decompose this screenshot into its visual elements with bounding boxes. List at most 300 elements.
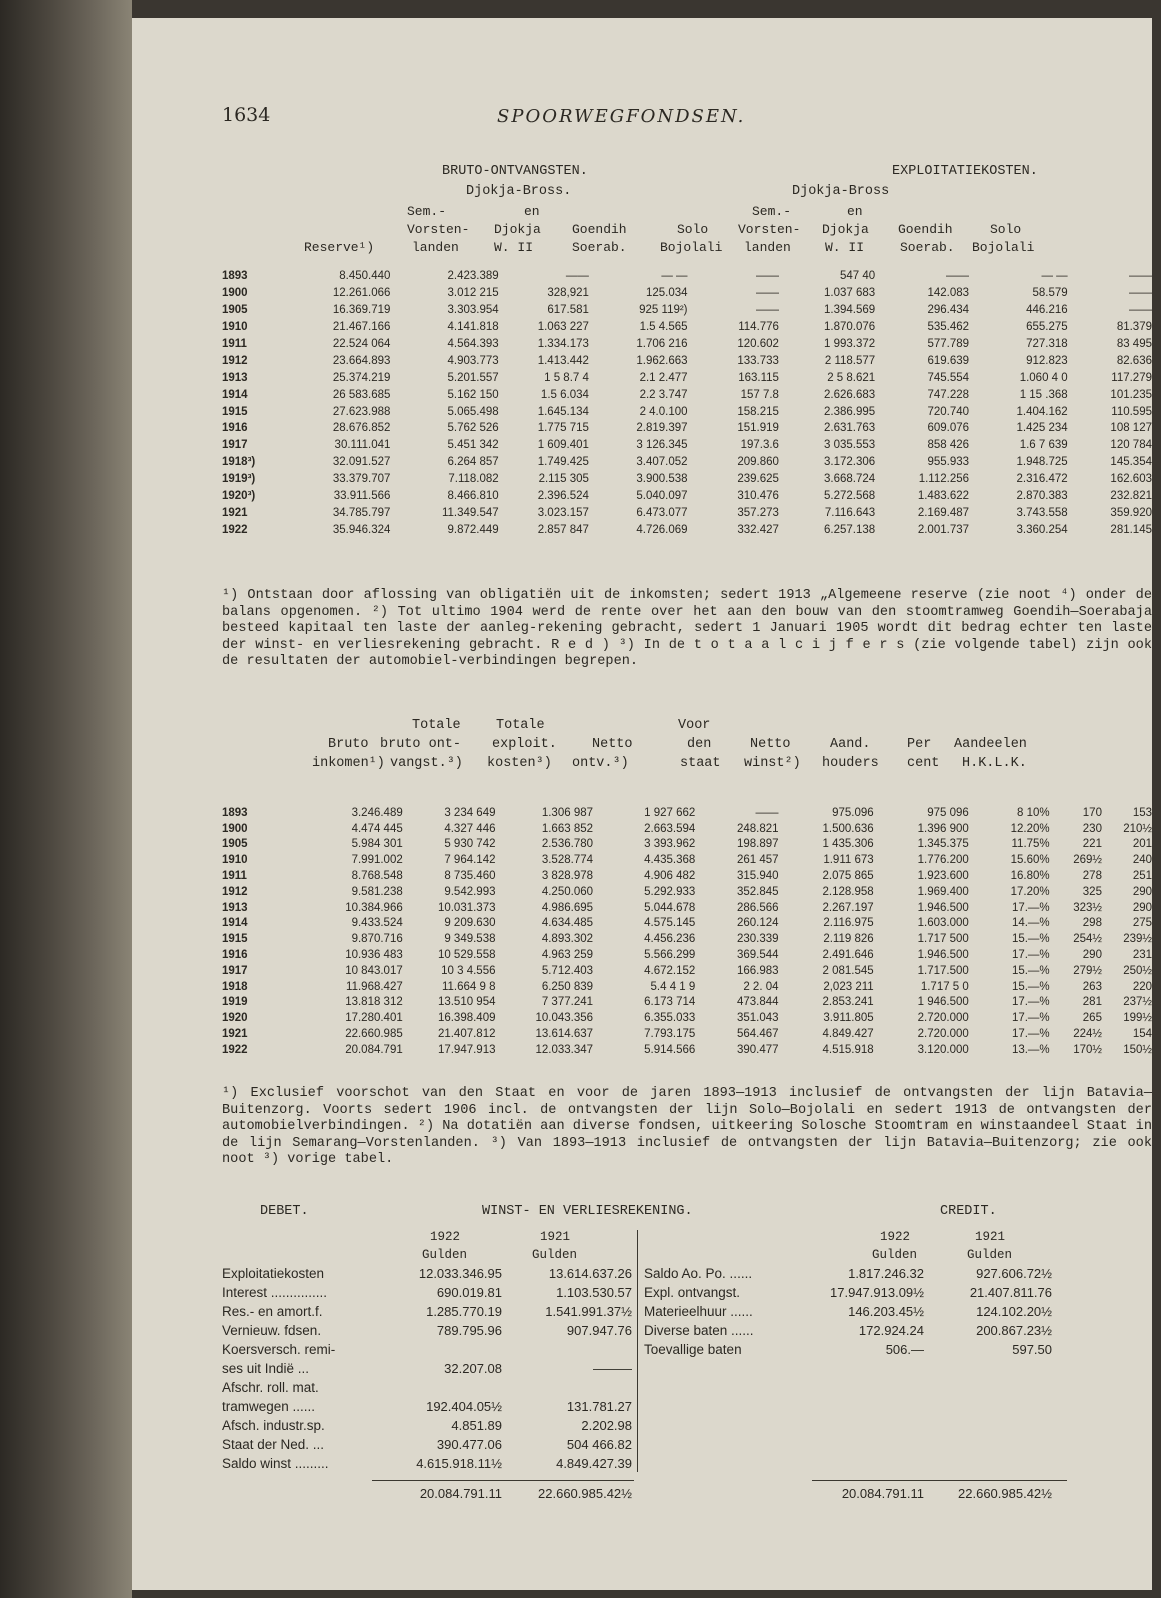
table-cell: 1.063 227	[537, 321, 589, 334]
table-cell: 1.717 5 0	[920, 980, 969, 993]
table-cell: 197.3.6	[740, 439, 779, 452]
table-cell: 535.462	[927, 321, 970, 334]
row-year: 1912	[222, 354, 248, 367]
table-cell: 1.5 4.565	[639, 321, 688, 334]
table-cell: 2.386.995	[824, 405, 876, 418]
table-cell: 4.906 482	[644, 870, 696, 883]
table-cell: 209.860	[737, 456, 779, 469]
table-cell: 1.962.663	[636, 354, 688, 367]
table-cell: 2,023 211	[823, 980, 874, 993]
col-e-djokja-l3: W. II	[825, 240, 865, 255]
col-e-vorsten-l1: Sem.-	[752, 204, 792, 219]
table-cell: 117.279	[1111, 371, 1152, 384]
table-cell: 10.936 483	[345, 949, 403, 962]
table-cell: 5.984 301	[351, 838, 403, 851]
table-cell: 1.396 900	[917, 822, 969, 835]
table-cell: 8.466.810	[447, 490, 499, 503]
credit-year-b: 1921	[975, 1230, 1006, 1244]
table-cell: 5.272.568	[824, 490, 876, 503]
table-cell: 1.749.425	[537, 456, 589, 469]
debit-total-b: 22.660.985.42½	[538, 1486, 632, 1501]
table-cell: 564.467	[736, 1028, 779, 1041]
table-cell: 290	[1082, 949, 1102, 962]
col2-totale-ont-l1: Totale	[412, 718, 461, 733]
table-cell: 120 784	[1110, 439, 1152, 452]
table-cell: 2.119 826	[823, 933, 874, 946]
debit-unit-a: Gulden	[422, 1248, 468, 1262]
table-cell: 20.084.791	[345, 1043, 403, 1056]
table-cell: 230	[1082, 822, 1102, 835]
table-cell: 239.625	[737, 473, 779, 486]
debit-value-1922: 1.285.770.19	[426, 1304, 502, 1319]
col-reserve: Reserve¹)	[304, 240, 375, 255]
table-cell: 3.407.052	[636, 456, 688, 469]
debit-label: Koersversch. remi-	[222, 1342, 336, 1357]
debit-label: Saldo winst .........	[222, 1456, 329, 1471]
table-cell: 8 735.460	[444, 870, 496, 883]
table-cell: 13.614.637	[535, 1028, 594, 1041]
account-center-rule	[637, 1230, 638, 1472]
table-cell: 1 435.306	[822, 838, 874, 851]
table-cell: 6.250 839	[541, 980, 594, 993]
table-cell: 250½	[1123, 964, 1152, 977]
debit-label: Afschr. roll. mat.	[222, 1380, 319, 1395]
table-row	[222, 1010, 1152, 1026]
table-cell: 325	[1082, 885, 1102, 898]
table-cell: 260.124	[736, 917, 779, 930]
table-cell: 1.413.442	[537, 354, 589, 367]
table-cell: 4.327 446	[444, 822, 496, 835]
table-cell: 298	[1082, 917, 1102, 930]
table-row	[222, 488, 1152, 505]
table-cell: 5.4 4 1 9	[650, 980, 696, 993]
table-cell: 5.044.678	[644, 901, 696, 914]
table-cell: 8.450.440	[339, 270, 391, 283]
debit-value-1921: 131.781.27	[566, 1399, 632, 1414]
table-cell: ——	[1129, 287, 1152, 300]
debit-value-1922: 690.019.81	[436, 1285, 502, 1300]
table-cell: 1 15 .368	[1019, 388, 1068, 401]
table-cell: 720.740	[927, 405, 970, 418]
table-cell: 23.664.893	[332, 354, 391, 367]
table-cell: 3 393.962	[644, 838, 696, 851]
table-cell: 473.844	[736, 996, 779, 1009]
col2-bruto-l1: Bruto	[328, 737, 369, 752]
debit-value-1922: 4.615.918.11½	[416, 1456, 502, 1471]
table-cell: 2.819.397	[636, 422, 688, 435]
table-cell: 239½	[1123, 933, 1152, 946]
col-b-djokja-l1: en	[524, 204, 540, 219]
table-cell: 2.720.000	[917, 1028, 969, 1041]
table-cell: 150½	[1123, 1043, 1152, 1056]
table-cell: 1.334.173	[537, 338, 589, 350]
table-cell: 1.037 683	[824, 287, 876, 300]
table-cell: 4.141.818	[447, 321, 499, 334]
col-b-vorsten-l3: landen	[412, 240, 459, 255]
table-cell: 2.267.197	[822, 901, 874, 914]
table-cell: 1.306 987	[541, 806, 594, 819]
row-year: 1917	[222, 439, 248, 452]
row-year: 1918	[222, 980, 248, 993]
credit-value-1922: 146.203.45½	[848, 1304, 924, 1319]
table-cell: 9.872.449	[447, 523, 499, 536]
col-e-vorsten-l3: landen	[744, 240, 791, 255]
table-cell: 6.257.138	[824, 523, 876, 536]
table-cell: 15.60%	[1010, 854, 1050, 867]
credit-label: Expl. ontvangst.	[644, 1285, 741, 1300]
debit-value-1922: 390.477.06	[436, 1437, 502, 1452]
table-cell: 4.672.152	[644, 964, 696, 977]
table-cell: 975.096	[832, 806, 874, 819]
table-cell: 9 349.538	[444, 933, 496, 946]
table-cell: 17.20%	[1010, 885, 1050, 898]
table-cell: 446.216	[1026, 304, 1068, 317]
table-cell: 328,921	[547, 287, 589, 300]
table-cell: 16.369.719	[332, 304, 391, 317]
debit-label: Interest ...............	[222, 1285, 328, 1300]
table-cell: 3 828.978	[541, 870, 594, 883]
table-cell: 170	[1082, 806, 1102, 819]
table-cell: 609.076	[927, 422, 970, 435]
table-cell: 248.821	[736, 822, 779, 835]
col2-totale-expl-l1: Totale	[496, 718, 545, 733]
table-cell: 82.636	[1116, 354, 1152, 367]
table-row	[222, 821, 1152, 837]
table-cell: 359.920	[1110, 506, 1152, 519]
table-cell: 7.793.175	[644, 1028, 696, 1041]
credit-label: Materieelhuur ......	[644, 1304, 753, 1319]
table-cell: 279½	[1073, 964, 1102, 977]
account-debet: DEBET.	[260, 1204, 309, 1219]
table-cell: 22.660.985	[345, 1028, 403, 1041]
table-cell: 2.001.737	[917, 523, 970, 536]
credit-total-b: 22.660.985.42½	[958, 1486, 1052, 1501]
table-cell: 1.483.622	[917, 490, 970, 503]
table-row	[222, 884, 1152, 900]
credit-value-1922: 506.—	[885, 1342, 924, 1357]
table-cell: 108 127	[1110, 422, 1152, 435]
col2-hkl-l2: H.K.L.K.	[962, 756, 1027, 771]
col-b-goendih-l2: Soerab.	[572, 240, 627, 255]
table-cell: 34.785.797	[332, 506, 391, 519]
table-cell: 7.118.082	[448, 473, 499, 486]
col2-hkl-l1: Aandeelen	[954, 737, 1027, 752]
table-cell: 2 118.577	[824, 354, 876, 367]
table-cell: 310.476	[737, 490, 779, 503]
table-cell: 17.—%	[1011, 949, 1050, 962]
group-exploit: EXPLOITATIEKOSTEN.	[892, 164, 1038, 179]
table-cell: ——	[946, 270, 970, 283]
table-cell: 547 40	[840, 270, 876, 283]
col2-netto-l1: Netto	[592, 737, 633, 752]
table-cell: 224½	[1073, 1028, 1102, 1041]
col2-aand-l1: Aand.	[830, 737, 871, 752]
table-cell: 2.075 865	[822, 870, 874, 883]
col2-winst-l1: Netto	[750, 737, 791, 752]
table-row	[222, 1026, 1152, 1042]
table-cell: ——	[1129, 270, 1152, 283]
debit-total-rule	[372, 1480, 634, 1481]
table-cell: 7.116.643	[824, 506, 876, 519]
table-cell: 1.394.569	[824, 304, 876, 317]
table-cell: 323½	[1073, 901, 1102, 914]
table-cell: 7 377.241	[541, 996, 594, 1009]
table-row	[222, 369, 1152, 386]
table-cell: 1.645.134	[537, 405, 589, 418]
table-cell: 5.451 342	[447, 439, 499, 452]
table-row	[222, 437, 1152, 454]
table-cell: 125.034	[645, 287, 688, 300]
table-cell: 4.575.145	[644, 917, 696, 930]
row-year: 1913	[222, 371, 248, 384]
table-cell: 1.969.400	[917, 885, 969, 898]
table-cell: 4.726.069	[636, 523, 688, 536]
table-row	[222, 403, 1152, 420]
table-row	[222, 268, 1152, 285]
table-cell: 17.—%	[1011, 1012, 1050, 1025]
table-cell: 5.762 526	[447, 422, 499, 435]
table-cell: 110.595	[1111, 405, 1152, 418]
table-cell: 22.524 064	[332, 338, 391, 350]
table-cell: 153	[1132, 806, 1152, 819]
table-cell: 1.946.500	[917, 901, 969, 914]
running-title: SPOORWEGFONDSEN.	[497, 106, 746, 127]
table-cell: 6.473.077	[636, 506, 688, 519]
table-cell: 1.706 216	[636, 338, 688, 350]
table-cell: 33.379.707	[332, 473, 391, 486]
table-cell: 157 7.8	[740, 388, 779, 401]
table-cell: 1.6 7 639	[1019, 439, 1068, 452]
table-cell: 133.733	[737, 354, 779, 367]
table-cell: ——	[755, 806, 779, 819]
row-year: 1920	[222, 1012, 248, 1025]
credit-label: Toevallige baten	[644, 1342, 742, 1357]
table-cell: 281	[1082, 996, 1102, 1009]
row-year: 1919³)	[222, 473, 256, 486]
row-year: 1913	[222, 901, 248, 914]
col2-aand-l2: houders	[822, 756, 879, 771]
table-cell: 201	[1132, 838, 1152, 851]
table-cell: 10 3 4.556	[441, 964, 496, 977]
table-cell: 2.116.975	[823, 917, 874, 930]
debit-label: Exploitatiekosten	[222, 1266, 325, 1281]
group-bruto: BRUTO-ONTVANGSTEN.	[442, 164, 588, 179]
row-year: 1914	[222, 917, 248, 930]
table-cell: 2.870.383	[1016, 490, 1068, 503]
row-year: 1915	[222, 933, 248, 946]
table-cell: 11.664 9 8	[441, 980, 496, 993]
table-cell: 198.897	[736, 838, 779, 851]
col2-totale-ont-l3: vangst.³)	[390, 756, 463, 771]
col2-winst-l2: winst²)	[744, 756, 801, 771]
debit-value-1921: 907.947.76	[566, 1323, 632, 1338]
table-cell: 12.033.347	[535, 1043, 594, 1056]
table-row	[222, 931, 1152, 947]
table-cell: 120.602	[737, 338, 779, 350]
table-cell: 8 10%	[1017, 806, 1050, 819]
row-year: 1905	[222, 304, 248, 317]
table-cell: 4.250.060	[541, 885, 594, 898]
table-cell: 10 843.017	[345, 964, 403, 977]
debit-year-b: 1921	[540, 1230, 571, 1244]
table-cell: — —	[1041, 270, 1068, 283]
table-cell: 727.318	[1026, 338, 1068, 350]
debit-label: Vernieuw. fdsen.	[222, 1323, 322, 1338]
account-credit: CREDIT.	[940, 1204, 997, 1219]
table-cell: 747.228	[927, 388, 970, 401]
col-e-goendih-l2: Soerab.	[900, 240, 955, 255]
table-cell: 4.893.302	[541, 933, 594, 946]
table-cell: 1 609.401	[537, 439, 589, 452]
col-b-vorsten-l2: Vorsten-	[407, 222, 470, 237]
table-cell: 158.215	[737, 405, 779, 418]
table-cell: ——	[1129, 304, 1152, 317]
table-cell: 6.173 714	[644, 996, 696, 1009]
debit-label: Afsch. industr.sp.	[222, 1418, 325, 1433]
table-cell: — —	[661, 270, 688, 283]
col-b-vorsten-l1: Sem.-	[407, 204, 447, 219]
col-e-solo-l2: Bojolali	[972, 240, 1035, 255]
table-cell: 4.564.393	[447, 338, 499, 350]
table-cell: 16.80%	[1010, 870, 1050, 883]
table-cell: 199½	[1123, 1012, 1152, 1025]
row-year: 1912	[222, 885, 248, 898]
col2-totale-expl-l3: kosten³)	[487, 756, 552, 771]
table-cell: 3.743.558	[1016, 506, 1068, 519]
table-row	[222, 979, 1152, 995]
table-cell: 745.554	[927, 371, 970, 384]
table-cell: ——	[755, 287, 779, 300]
table-row	[222, 521, 1152, 538]
table-cell: 1.948.725	[1016, 456, 1068, 469]
row-year: 1919	[222, 996, 248, 1009]
col-b-solo-l2: Bojolali	[660, 240, 723, 255]
table-cell: ——	[755, 304, 779, 317]
table-cell: 12.261.066	[332, 287, 391, 300]
col2-netto-l2: ontv.³)	[572, 756, 629, 771]
table-cell: 4.474 445	[351, 822, 403, 835]
row-year: 1893	[222, 806, 248, 819]
col-e-solo-l1: Solo	[990, 222, 1022, 237]
table-cell: 296.434	[927, 304, 970, 317]
table-cell: 9.870.716	[351, 933, 403, 946]
debit-year-a: 1922	[430, 1230, 461, 1244]
row-year: 1916	[222, 949, 248, 962]
table-cell: 5.040.097	[636, 490, 688, 503]
table-cell: 10.043.356	[535, 1012, 594, 1025]
table-cell: 269½	[1073, 854, 1102, 867]
table-cell: 1.060 4 0	[1019, 371, 1068, 384]
table-cell: 7.991.002	[351, 854, 403, 867]
debit-label: tramwegen ......	[222, 1399, 316, 1414]
table-cell: 275	[1132, 917, 1152, 930]
table-cell: 1.112.256	[918, 473, 970, 486]
table-row	[222, 916, 1152, 932]
row-year: 1911	[222, 870, 247, 883]
col-e-djokja-l1: en	[847, 204, 863, 219]
table-cell: 265	[1082, 1012, 1102, 1025]
table-cell: 352.845	[736, 885, 779, 898]
debit-label: Staat der Ned. ...	[222, 1437, 325, 1452]
debit-value-1922: 32.207.08	[444, 1361, 502, 1376]
col2-staat-l2: den	[687, 737, 712, 752]
table-cell: 170½	[1073, 1043, 1102, 1056]
table-cell: 25.374.219	[332, 371, 391, 384]
table-cell: 13.818 312	[345, 996, 403, 1009]
credit-total-rule	[812, 1480, 1067, 1481]
table-cell: 231	[1132, 949, 1152, 962]
table-cell: 10.384.966	[345, 901, 403, 914]
table-cell: 1.425 234	[1016, 422, 1068, 435]
table-cell: 1.717.500	[917, 964, 969, 977]
row-year: 1917	[222, 964, 248, 977]
table-cell: 4.435.368	[644, 854, 696, 867]
credit-label: Saldo Ao. Po. ......	[644, 1266, 753, 1281]
table-cell: 220	[1132, 980, 1152, 993]
table-cell: 3.303.954	[447, 304, 499, 317]
table-cell: 263	[1082, 980, 1102, 993]
table-cell: 21.467.166	[332, 321, 391, 334]
table-cell: 2.720.000	[917, 1012, 969, 1025]
table-cell: 5.162 150	[447, 388, 499, 401]
table-row	[222, 471, 1152, 488]
table-cell: 9 209.630	[444, 917, 496, 930]
table-row	[222, 319, 1152, 336]
book-spine	[0, 0, 132, 1598]
table-cell: 26 583.685	[332, 388, 391, 401]
col2-cent-l1: Per	[907, 737, 932, 752]
table-cell: 619.639	[927, 354, 970, 367]
row-year: 1905	[222, 838, 248, 851]
table-cell: 5.914.566	[644, 1043, 696, 1056]
col-b-solo-l1: Solo	[677, 222, 709, 237]
table-cell: 10.031.373	[437, 901, 496, 914]
table-row	[222, 1042, 1152, 1058]
table-cell: 251	[1132, 870, 1152, 883]
table-cell: 163.115	[738, 371, 779, 384]
row-year: 1916	[222, 422, 248, 435]
table-cell: 3.360.254	[1016, 523, 1068, 536]
table-cell: 1 5 8.7 4	[544, 371, 589, 384]
table-cell: 1.404.162	[1016, 405, 1068, 418]
debit-value-1921: 504 466.82	[566, 1437, 632, 1452]
table-cell: 3 035.553	[824, 439, 876, 452]
debit-value-1921: 1.541.991.37½	[545, 1304, 632, 1319]
credit-value-1921: 124.102.20½	[976, 1304, 1052, 1319]
table-cell: 2.491.646	[822, 949, 874, 962]
col-e-goendih-l1: Goendih	[898, 222, 953, 237]
djokja-bross-exploit: Djokja-Bross	[792, 184, 890, 199]
table-cell: 237½	[1123, 996, 1152, 1009]
table-cell: 15.—%	[1011, 964, 1050, 977]
col-b-goendih-l1: Goendih	[572, 222, 627, 237]
table-row	[222, 805, 1152, 821]
row-year: 1922	[222, 523, 248, 536]
col2-staat-l3: staat	[680, 756, 721, 771]
table-row	[222, 963, 1152, 979]
table-cell: 101.235	[1110, 388, 1152, 401]
table-cell: 1.5 6.034	[540, 388, 589, 401]
col-b-djokja-l2: Djokja	[494, 222, 541, 237]
table-cell: 2.169.487	[917, 506, 970, 519]
table-cell: 162.603	[1110, 473, 1152, 486]
table-cell: 1.923.600	[917, 870, 969, 883]
book-page	[132, 18, 1152, 1590]
credit-label: Diverse baten ......	[644, 1323, 754, 1338]
debit-value-1922: 4.851.89	[451, 1418, 502, 1433]
table-cell: 3.023.157	[537, 506, 589, 519]
table-cell: 11.349.547	[441, 506, 499, 519]
